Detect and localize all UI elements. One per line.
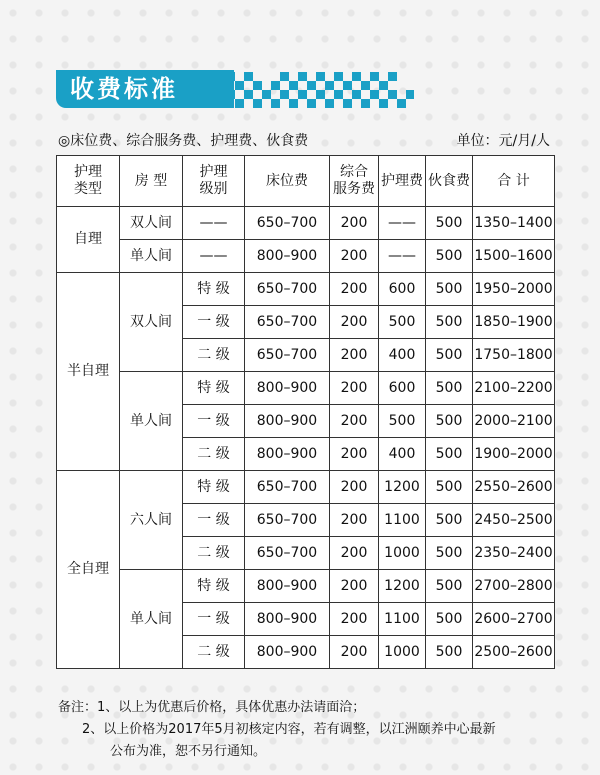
checker-square: [388, 90, 397, 99]
service-fee-cell: 200: [330, 570, 379, 603]
service-fee-cell: 200: [330, 504, 379, 537]
fee-table: [56, 155, 555, 669]
bed-fee-cell: 800–900: [245, 405, 330, 438]
table-row: [57, 240, 555, 273]
care-level-cell: 特 级: [183, 273, 245, 306]
room-type-cell: 双人间: [120, 207, 183, 240]
meal-fee-cell: 500: [426, 273, 473, 306]
meal-fee-cell: 500: [426, 471, 473, 504]
meal-fee-cell: 500: [426, 207, 473, 240]
fee-table-body: [57, 207, 555, 669]
care-level-cell: ——: [183, 240, 245, 273]
checker-square: [361, 99, 370, 108]
header-room-type: 房 型: [120, 156, 183, 207]
unit-label: 单位：元/月/人: [456, 133, 550, 149]
checker-square: [352, 72, 361, 81]
room-type-cell: 单人间: [120, 570, 183, 669]
table-row: [57, 372, 555, 405]
service-fee-cell: 200: [330, 306, 379, 339]
total-cell: 1950–2000: [473, 273, 555, 306]
meal-fee-cell: 500: [426, 405, 473, 438]
meal-fee-cell: 500: [426, 504, 473, 537]
table-row: [57, 273, 555, 306]
header-bed-fee: 床位费: [245, 156, 330, 207]
bed-fee-cell: 800–900: [245, 570, 330, 603]
bed-fee-cell: 800–900: [245, 636, 330, 669]
bed-fee-cell: 650–700: [245, 471, 330, 504]
checker-square: [397, 99, 406, 108]
meal-fee-cell: 500: [426, 603, 473, 636]
room-type-cell: 六人间: [120, 471, 183, 570]
care-level-cell: 二 级: [183, 339, 245, 372]
bed-fee-cell: 650–700: [245, 537, 330, 570]
nursing-fee-cell: 1200: [379, 471, 426, 504]
service-fee-cell: 200: [330, 405, 379, 438]
bed-fee-cell: 650–700: [245, 339, 330, 372]
care-level-cell: 一 级: [183, 504, 245, 537]
nursing-fee-cell: 600: [379, 273, 426, 306]
nursing-fee-cell: ——: [379, 207, 426, 240]
note-line-1: 备注：1、以上为优惠后价格，具体优惠办法请面洽；: [58, 700, 366, 715]
bed-fee-cell: 650–700: [245, 306, 330, 339]
care-type-cell: 自理: [57, 207, 120, 273]
care-level-cell: 一 级: [183, 603, 245, 636]
bed-fee-cell: 650–700: [245, 504, 330, 537]
care-level-cell: 特 级: [183, 372, 245, 405]
nursing-fee-cell: 600: [379, 372, 426, 405]
total-cell: 1850–1900: [473, 306, 555, 339]
checker-square: [235, 81, 244, 90]
nursing-fee-cell: 400: [379, 339, 426, 372]
checker-square: [298, 72, 307, 81]
care-level-cell: 二 级: [183, 636, 245, 669]
checker-square: [280, 72, 289, 81]
service-fee-cell: 200: [330, 273, 379, 306]
nursing-fee-cell: 500: [379, 405, 426, 438]
checker-square: [307, 99, 316, 108]
checker-square: [244, 72, 253, 81]
service-fee-cell: 200: [330, 339, 379, 372]
checker-square: [379, 81, 388, 90]
header-care-level: 护理 级别: [183, 156, 245, 207]
checker-square: [226, 90, 235, 99]
care-level-cell: 一 级: [183, 405, 245, 438]
table-row: [57, 471, 555, 504]
fee-items-subtitle: ◎床位费、综合服务费、护理费、伙食费: [58, 133, 309, 149]
care-level-cell: 特 级: [183, 471, 245, 504]
nursing-fee-cell: 500: [379, 306, 426, 339]
checker-square: [226, 72, 235, 81]
checker-square: [325, 99, 334, 108]
checker-square: [361, 81, 370, 90]
service-fee-cell: 200: [330, 207, 379, 240]
care-level-cell: 二 级: [183, 438, 245, 471]
meal-fee-cell: 500: [426, 240, 473, 273]
meal-fee-cell: 500: [426, 438, 473, 471]
checker-square: [325, 81, 334, 90]
checker-square: [271, 99, 280, 108]
service-fee-cell: 200: [330, 636, 379, 669]
meal-fee-cell: 500: [426, 372, 473, 405]
checker-square: [298, 90, 307, 99]
total-cell: 1750–1800: [473, 339, 555, 372]
total-cell: 1500–1600: [473, 240, 555, 273]
checker-square: [262, 90, 271, 99]
checker-square: [280, 90, 289, 99]
meal-fee-cell: 500: [426, 339, 473, 372]
header-total: 合 计: [473, 156, 555, 207]
service-fee-cell: 200: [330, 603, 379, 636]
checker-square: [316, 72, 325, 81]
nursing-fee-cell: 400: [379, 438, 426, 471]
checker-square: [406, 90, 414, 99]
meal-fee-cell: 500: [426, 537, 473, 570]
room-type-cell: 双人间: [120, 273, 183, 372]
checker-square: [343, 81, 352, 90]
total-cell: 2000–2100: [473, 405, 555, 438]
header-meal-fee: 伙食费: [426, 156, 473, 207]
checker-square: [379, 99, 388, 108]
room-type-cell: 单人间: [120, 372, 183, 471]
care-type-cell: 半自理: [57, 273, 120, 471]
page-title: 收费标准: [70, 75, 178, 103]
checker-square: [253, 99, 262, 108]
checker-square: [334, 90, 343, 99]
total-cell: 2600–2700: [473, 603, 555, 636]
checker-square: [352, 90, 361, 99]
checker-square: [289, 99, 298, 108]
room-type-cell: 单人间: [120, 240, 183, 273]
header-service-fee: 综合 服务费: [330, 156, 379, 207]
total-cell: 2450–2500: [473, 504, 555, 537]
checker-square: [388, 72, 397, 81]
checker-square: [343, 99, 352, 108]
bed-fee-cell: 800–900: [245, 603, 330, 636]
total-cell: 2500–2600: [473, 636, 555, 669]
checker-decoration: [226, 72, 414, 108]
header-care-type: 护理 类型: [57, 156, 120, 207]
header-nursing-fee: 护理费: [379, 156, 426, 207]
notes-label: 备注：: [58, 700, 98, 715]
checker-square: [334, 72, 343, 81]
meal-fee-cell: 500: [426, 306, 473, 339]
nursing-fee-cell: 1000: [379, 537, 426, 570]
service-fee-cell: 200: [330, 438, 379, 471]
nursing-fee-cell: 1000: [379, 636, 426, 669]
checker-square: [370, 90, 379, 99]
total-cell: 2350–2400: [473, 537, 555, 570]
nursing-fee-cell: 1200: [379, 570, 426, 603]
service-fee-cell: 200: [330, 471, 379, 504]
meal-fee-cell: 500: [426, 570, 473, 603]
table-row: [57, 207, 555, 240]
bed-fee-cell: 650–700: [245, 207, 330, 240]
notes: [58, 697, 568, 763]
bed-fee-cell: 800–900: [245, 438, 330, 471]
checker-square: [289, 81, 298, 90]
service-fee-cell: 200: [330, 372, 379, 405]
care-level-cell: ——: [183, 207, 245, 240]
total-cell: 1900–2000: [473, 438, 555, 471]
care-level-cell: 一 级: [183, 306, 245, 339]
title-banner: [56, 70, 234, 108]
note-line-2: 2、以上价格为2017年5月初核定内容，若有调整，以江洲颐养中心最新: [82, 722, 496, 737]
checker-square: [307, 81, 316, 90]
total-cell: 2700–2800: [473, 570, 555, 603]
total-cell: 2550–2600: [473, 471, 555, 504]
bed-fee-cell: 800–900: [245, 372, 330, 405]
service-fee-cell: 200: [330, 537, 379, 570]
table-header-row: [57, 156, 555, 207]
care-level-cell: 特 级: [183, 570, 245, 603]
total-cell: 1350–1400: [473, 207, 555, 240]
checker-square: [235, 99, 244, 108]
nursing-fee-cell: 1100: [379, 504, 426, 537]
checker-square: [316, 90, 325, 99]
checker-square: [271, 81, 280, 90]
care-type-cell: 全自理: [57, 471, 120, 669]
bed-fee-cell: 650–700: [245, 273, 330, 306]
nursing-fee-cell: 1100: [379, 603, 426, 636]
service-fee-cell: 200: [330, 240, 379, 273]
bed-fee-cell: 800–900: [245, 240, 330, 273]
care-level-cell: 二 级: [183, 537, 245, 570]
checker-square: [370, 72, 379, 81]
checker-square: [244, 90, 253, 99]
checker-square: [253, 81, 262, 90]
nursing-fee-cell: ——: [379, 240, 426, 273]
note-line-3: 公布为准，恕不另行通知。: [110, 744, 267, 759]
total-cell: 2100–2200: [473, 372, 555, 405]
table-row: [57, 570, 555, 603]
meal-fee-cell: 500: [426, 636, 473, 669]
